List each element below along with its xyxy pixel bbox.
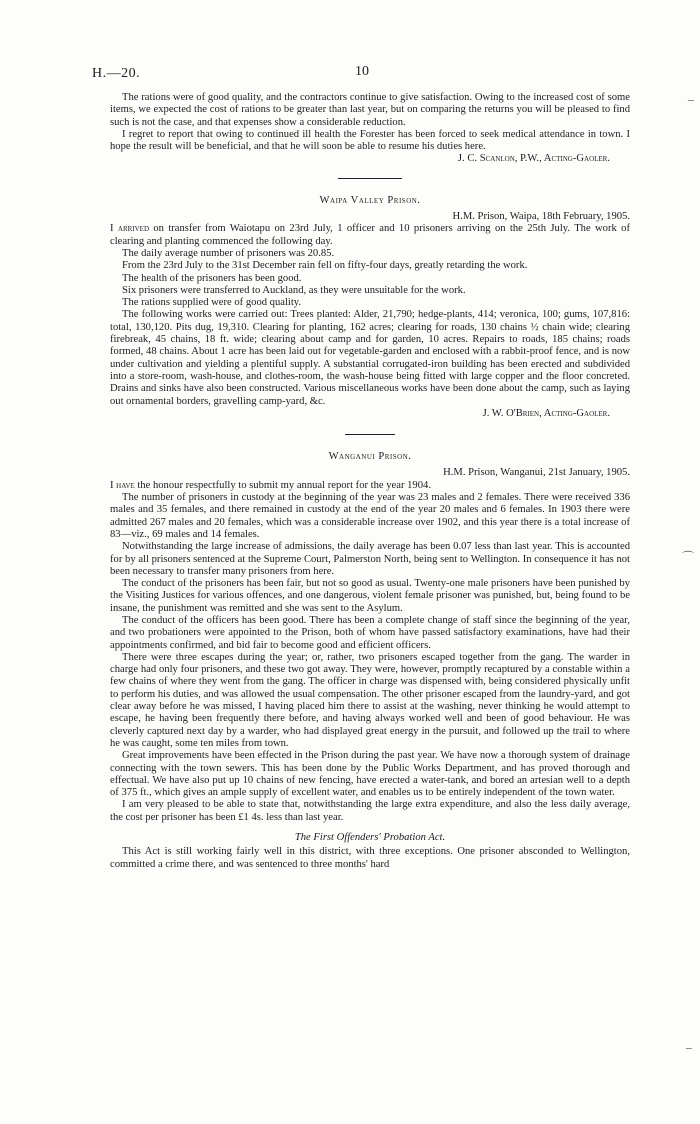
section-heading: Wanganui Prison.	[328, 451, 412, 463]
subsection-heading: The First Offenders' Probation Act.	[294, 832, 446, 844]
paragraph: There were three escapes during the year; or, rather, two prisoners escaped together from the gang. The warder in charge had only four prisoners, and these two got away. They were, however, promptly recaptured by a constable within a few chains of where they went from the gang. The officer in charge was dispensed with, being considered physically unfit to perform his duties, and was allowed the usual compensation. The other prisoner escaped from the laundry-yard, and got clear away before he was missed, I having placed him there to assist at the washing, never thinking he would attempt to escape, he having been frequently there before, and having always worked well and been of good behaviour. He was cleverly captured next day by a warder, who had displayed great energy in the pursuit, and followed up the trail to where he was caught, some ten miles from town.	[110, 651, 630, 749]
paragraph: I am very pleased to be able to state that, notwithstanding the large extra expenditure, and also the less daily average, the cost per prisoner has been £1 4s. less than last year.	[110, 799, 630, 823]
paragraph: I arrived on transfer from Waiotapu on 23rd July, 1 officer and 10 prisoners arriving on the 25th July. The work of clearing and planting commenced the following day.	[110, 223, 630, 247]
paragraph: The number of prisoners in custody at the beginning of the year was 23 males and 2 females. There were received 336 males and 35 females, and there remained in custody at the end of the year 20 males and 6 females. In 1903 there were admitted 267 males and 20 females, which was a considerable increase over 1902, and this year there is a total increase of 83—viz., 69 males and 14 females.	[110, 492, 630, 540]
paragraph: Six prisoners were transferred to Auckland, as they were unsuitable for the work.	[122, 284, 466, 296]
paragraph: The daily average number of prisoners was 20.85.	[122, 247, 335, 259]
signature: J. W. O'Brien, Acting-Gaoler.	[482, 407, 610, 419]
paragraph: This Act is still working fairly well in this district, with three exceptions. One prisoner absconded to Wellington, committed a crime there, and was sentenced to three months' hard	[110, 846, 630, 870]
signature: J. C. Scanlon, P.W., Acting-Gaoler.	[457, 153, 610, 165]
paragraph: The health of the prisoners has been good.	[122, 272, 302, 284]
dateline: H.M. Prison, Wanganui, 21st January, 1905.	[443, 467, 630, 479]
paragraph: The following works were carried out: Trees planted: Alder, 21,790; hedge-plants, 414; veronica, 100; gums, 107,816: total, 130,120. Pits dug, 19,310. Clearing for planting, 162 acres; clearing for roads, 130 chains ½ chain wide; clearing firebreak, 45 chains, 18 ft. wide; clearing about camp and for garden, 10 acres. Repairs to roads, 185 chains; roads formed, 48 chains. About 1 acre has been laid out for vegetable-garden and enclosed with a rabbit-proof fence, and is now under cultivation and yielding a plentiful supply. A substantial corrugated-iron building has been erected and subdivided into a store-room, wash-house, and clothes-room, the wash-house being fitted with large copper and the floor concreted. Drains and sinks have also been constructed. Various miscellaneous works have been done about the camp, such as laying out ornamental borders, gravelling camp-yard, &c.	[110, 309, 630, 407]
section-divider	[338, 178, 402, 179]
document-body	[110, 92, 630, 871]
paragraph: The rations supplied were of good quality.	[122, 297, 302, 309]
report-code: H.—20.	[92, 66, 141, 81]
paragraph: I regret to report that owing to continued ill health the Forester has been forced to seek medical attendance in town. I hope the result will be beneficial, and that he will soon be able to resume his duties here.	[110, 128, 630, 153]
paragraph: The conduct of the officers has been good. There has been a complete change of staff since the beginning of the year, and two probationers were appointed to the Prison, both of whom have passed satisfactory examinations, have had their appointments confirmed, and bid fair to become good and efficient officers.	[110, 614, 630, 651]
dateline: H.M. Prison, Waipa, 18th February, 1905.	[452, 211, 630, 223]
paragraph: The rations were of good quality, and the contractors continue to give satisfaction. Owing to the increased cost of some items, we expected the cost of rations to be greater than last year, but on comparing the returns you will be pleased to find such is not the case, and that expenses show a considerable reduction.	[110, 92, 630, 128]
paragraph: Notwithstanding the large increase of admissions, the daily average has been 0.07 less than last year. This is accounted for by all prisoners sentenced at the Supreme Court, Palmerston North, being sent to Wellington. In consequence it has not been necessary to transfer many prisoners from here.	[110, 541, 630, 577]
section-heading: Waipa Valley Prison.	[319, 194, 421, 206]
paragraph: The conduct of the prisoners has been fair, but not so good as usual. Twenty-one male prisoners have been punished by the Visiting Justices for various offences, and one dangerous, violent female prisoner was punished, but, being found to be insane, the punishment was remitted and she was sent to the Asylum.	[110, 578, 630, 614]
margin-tick: ⌒	[682, 550, 695, 564]
paragraph: From the 23rd July to the 31st December rain fell on fifty-four days, greatly retarding the work.	[122, 260, 528, 272]
margin-dash: –	[688, 92, 694, 106]
paragraph: Great improvements have been effected in the Prison during the past year. We have now a thorough system of drainage connecting with the town sewers. This has been done by the Public Works Department, and has proved thorough and effectual. We have also put up 10 chains of new fencing, have erected a water-tank, and bored an artesian well to a depth of 375 ft., which gives an ample supply of excellent water, and enables us to be entirely independent of the town water.	[110, 750, 630, 799]
page-number: 10	[355, 64, 369, 79]
margin-dash: –	[686, 1040, 692, 1054]
section-divider	[345, 434, 395, 435]
paragraph: I have the honour respectfully to submit my annual report for the year 1904.	[110, 479, 431, 491]
